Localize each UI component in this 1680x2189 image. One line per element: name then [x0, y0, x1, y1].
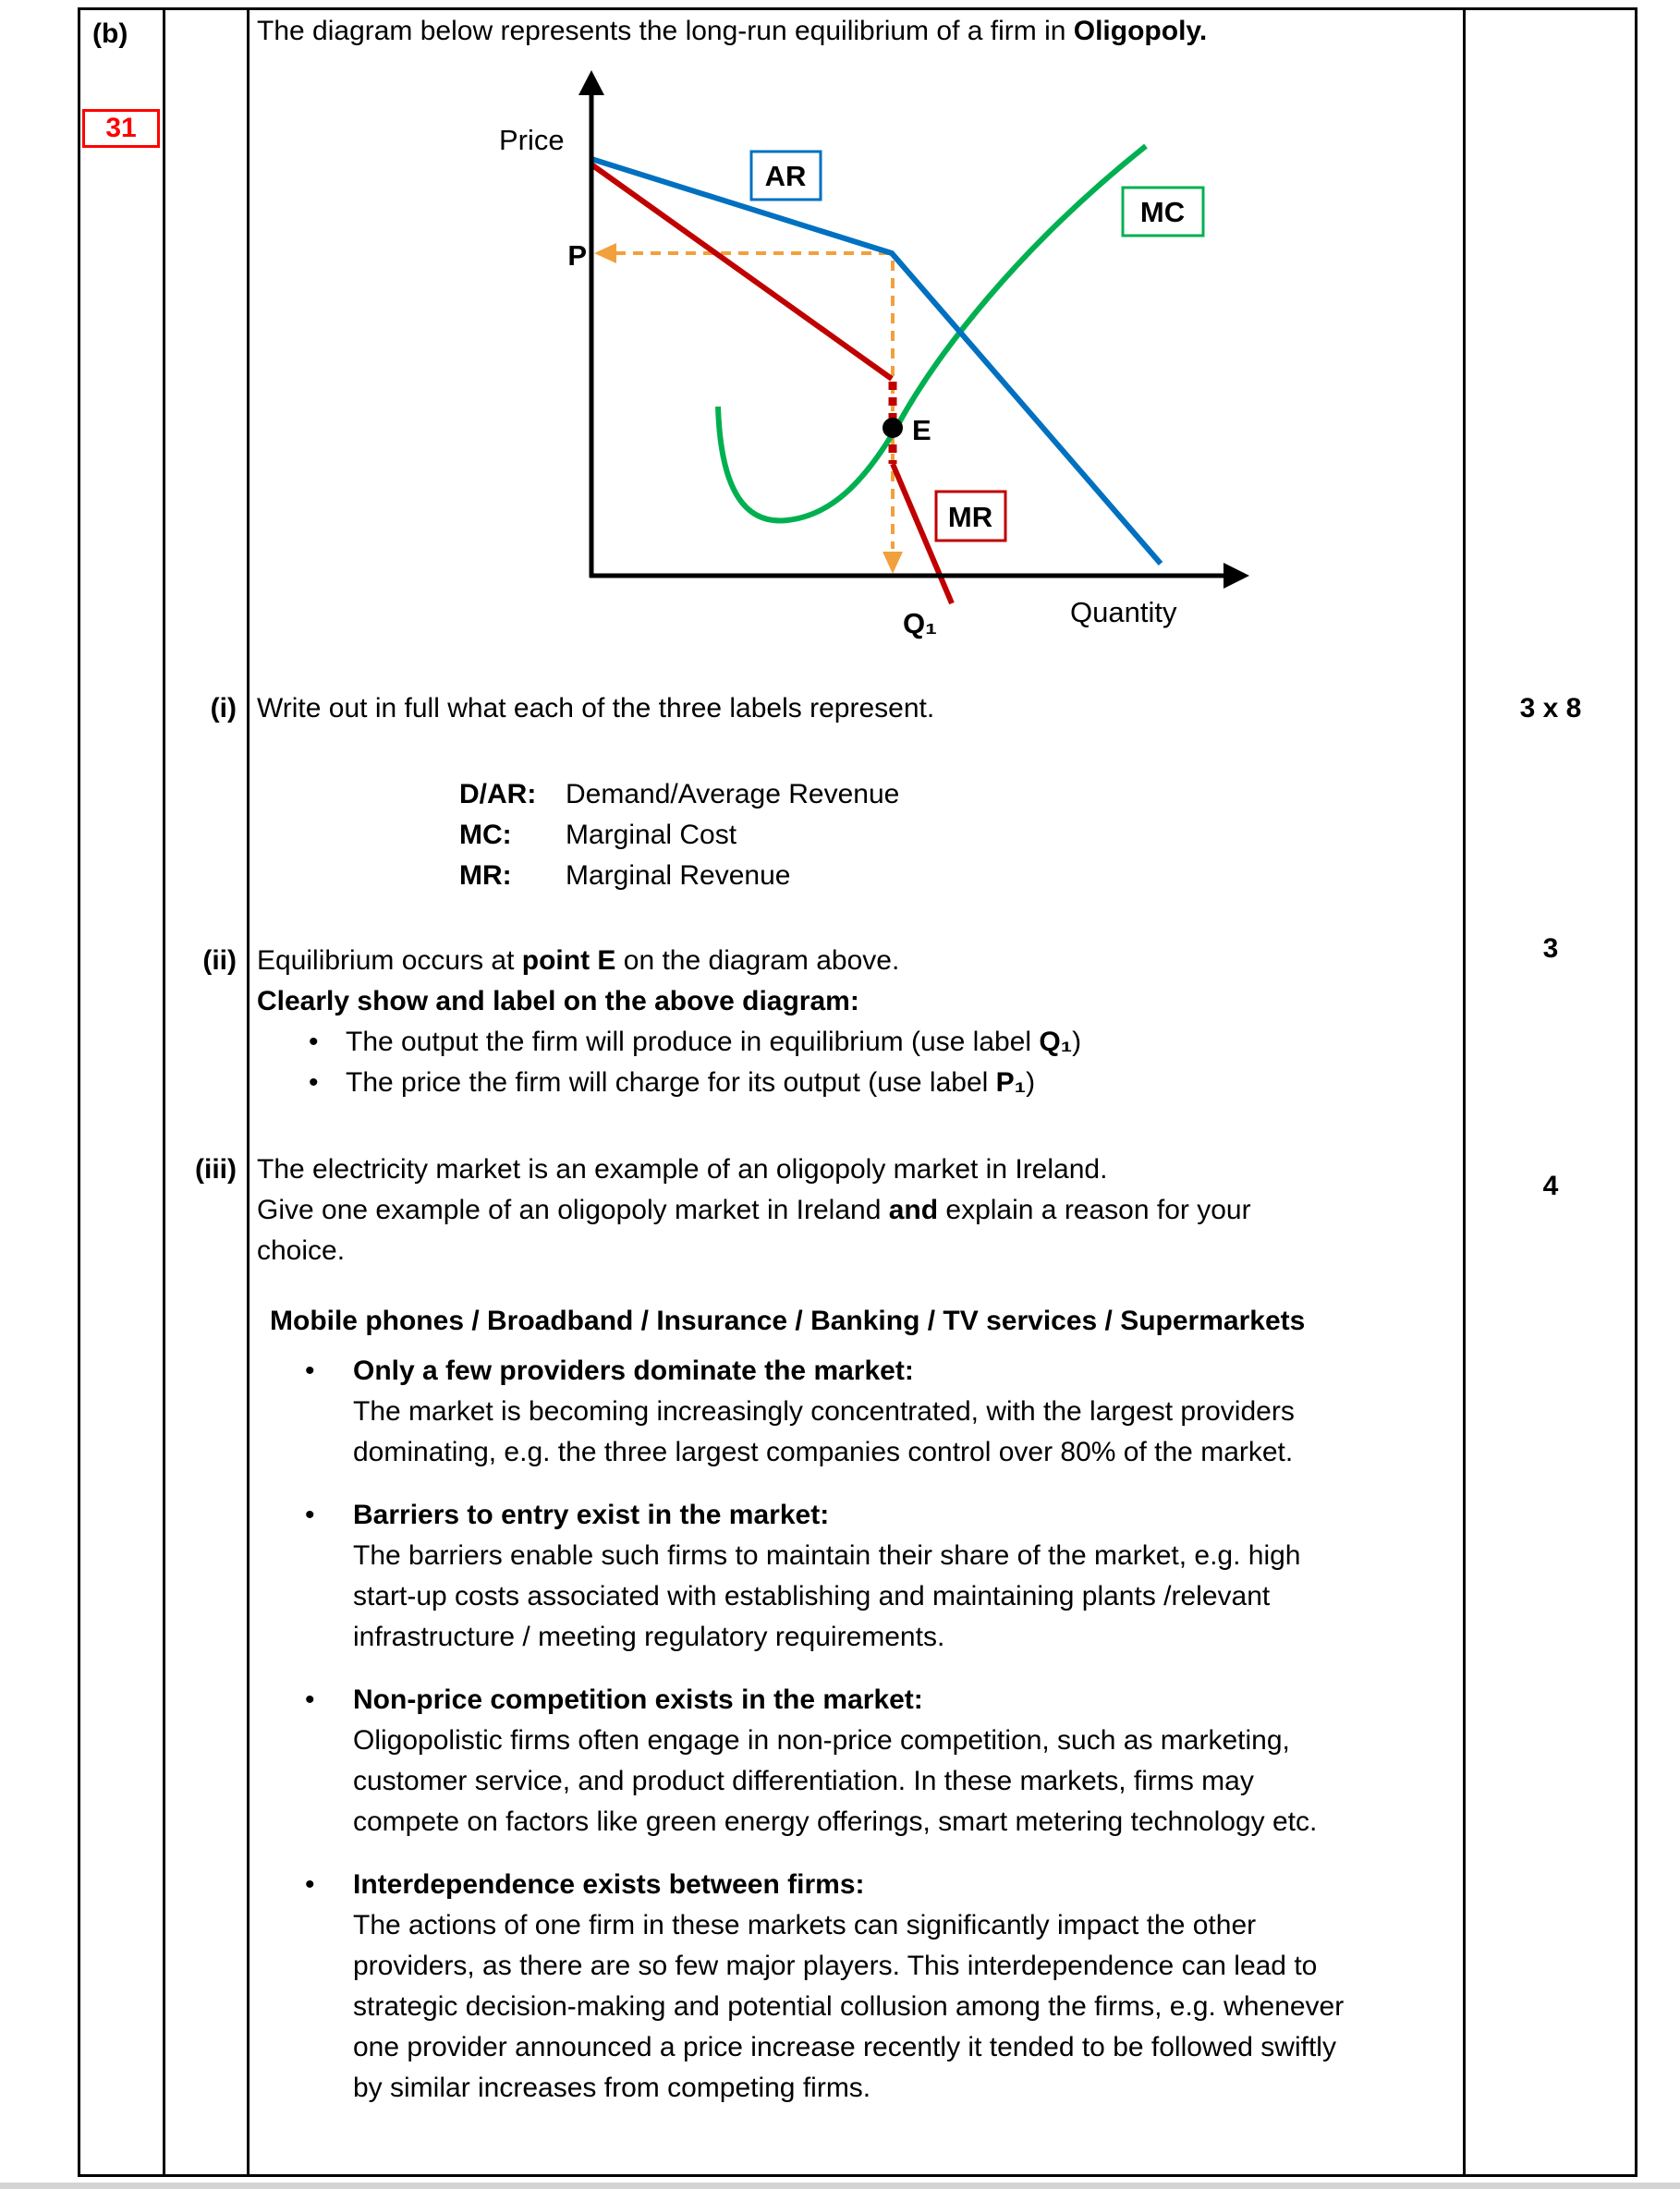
price-guide-arrow [594, 243, 616, 263]
bullet-icon [305, 1351, 353, 1473]
section-iii-question [257, 1149, 1394, 1271]
oligopoly-examples: Mobile phones / Broadband / Insurance / Banking / TV services / Supermarkets [270, 1306, 1306, 1336]
x-axis-label: Quantity [1070, 596, 1177, 628]
price-point-label: P [567, 239, 587, 272]
section-iii-line1: The electricity market is an example of an oligopoly market in Ireland. [257, 1154, 1108, 1185]
mr-curve-upper [591, 164, 892, 379]
quantity-point-label: Q₁ [903, 607, 937, 639]
bullet-icon [309, 1063, 346, 1103]
quantity-guide-arrow [883, 552, 903, 574]
question-number-box [82, 109, 160, 148]
answer-value: Demand/Average Revenue [566, 779, 900, 809]
bullet-title: Interdependence exists between firms: [353, 1869, 865, 1900]
column-divider [247, 7, 250, 2177]
section-ii-body [257, 941, 1421, 1103]
mc-label: MC [1139, 196, 1186, 228]
answer-key: MR: [459, 860, 512, 891]
section-iii-line2: Give one example of an oligopoly market in Ireland and explain a reason for your [257, 1195, 1251, 1225]
answer-row [459, 815, 899, 856]
mc-curve [718, 146, 1146, 520]
section-iii-marks: 4 [1542, 1171, 1559, 1201]
answer-value: Marginal Revenue [566, 860, 791, 891]
section-i-question: Write out in full what each of the three labels represent. [257, 693, 935, 724]
section-i-answers [459, 774, 899, 896]
ar-curve [591, 159, 1161, 564]
equilibrium-point [883, 418, 903, 438]
bullet-item: • Interdependence exists between firms: The actions of one firm in these markets can significantly impact the other providers, as there are so few major players. This interdependence can lead to strategic decision-making and potential collusion among the firms, e.g. whenever one provider announced a price increase recently it tended to be followed swiftly by similar increases from competing firms. [305, 1865, 1469, 2109]
answer-key: D/AR: [459, 779, 537, 809]
section-i-marks: 3 x 8 [1519, 693, 1582, 724]
bullet-item: • Non-price competition exists in the market: Oligopolistic firms often engage in non-price competition, such as marketing, customer service, and product differentiation. In these markets, firms may compete on factors like green energy offerings, smart metering technology etc. [305, 1680, 1469, 1842]
bullet-icon [305, 1495, 353, 1658]
bullet-item: • Barriers to entry exist in the market: The barriers enable such firms to maintain their share of the market, e.g. high start-up costs associated with establishing and maintaining plants /relevant infrastructure / meeting regulatory requirements. [305, 1495, 1469, 1658]
y-axis-arrow [578, 70, 604, 95]
section-iii-numeral: (iii) [195, 1154, 237, 1185]
part-label: (b) [92, 18, 128, 49]
oligopoly-diagram [499, 67, 1266, 667]
bullet-item: • Only a few providers dominate the market: The market is becoming increasingly concentrated, with the largest providers dominating, e.g. the three largest companies control over 80% of the market. [305, 1351, 1469, 1473]
section-ii-bullet: • The output the firm will produce in equilibrium (use label Q₁) [257, 1022, 1421, 1063]
x-axis-arrow [1223, 563, 1249, 589]
section-ii-line1: Equilibrium occurs at point E on the diagram above. [257, 945, 900, 976]
column-divider [163, 7, 165, 2177]
answer-row [459, 856, 899, 896]
section-i-numeral: (i) [210, 693, 237, 724]
page-edge [0, 2183, 1680, 2189]
bullet-title: Only a few providers dominate the market: [353, 1356, 914, 1386]
bullet-icon [309, 1022, 346, 1063]
answer-value: Marginal Cost [566, 820, 737, 850]
bullet-icon [305, 1865, 353, 2109]
equilibrium-label: E [912, 414, 931, 446]
bullet-icon [305, 1680, 353, 1842]
bullet-title: Non-price competition exists in the market: [353, 1684, 923, 1715]
answer-row [459, 774, 899, 815]
answer-key: MC: [459, 820, 512, 850]
section-ii-numeral: (ii) [202, 945, 237, 976]
question-intro [257, 11, 1440, 52]
section-ii-marks: 3 [1542, 933, 1559, 964]
y-axis-label: Price [499, 124, 565, 156]
section-ii-bullet: • The price the firm will charge for its output (use label P₁) [257, 1063, 1421, 1103]
mr-label: MR [947, 501, 993, 533]
question-number: 31 [105, 113, 137, 143]
section-iii-bullets [305, 1351, 1469, 2131]
intro-bold-text: Oligopoly. [1073, 16, 1208, 46]
ar-label: AR [764, 160, 807, 192]
intro-text: The diagram below represents the long-run equilibrium of a firm in [257, 16, 1074, 46]
section-iii-line3: choice. [257, 1235, 346, 1266]
bullet-title: Barriers to entry exist in the market: [353, 1500, 830, 1530]
section-ii-line2: Clearly show and label on the above diagram: [257, 986, 859, 1016]
